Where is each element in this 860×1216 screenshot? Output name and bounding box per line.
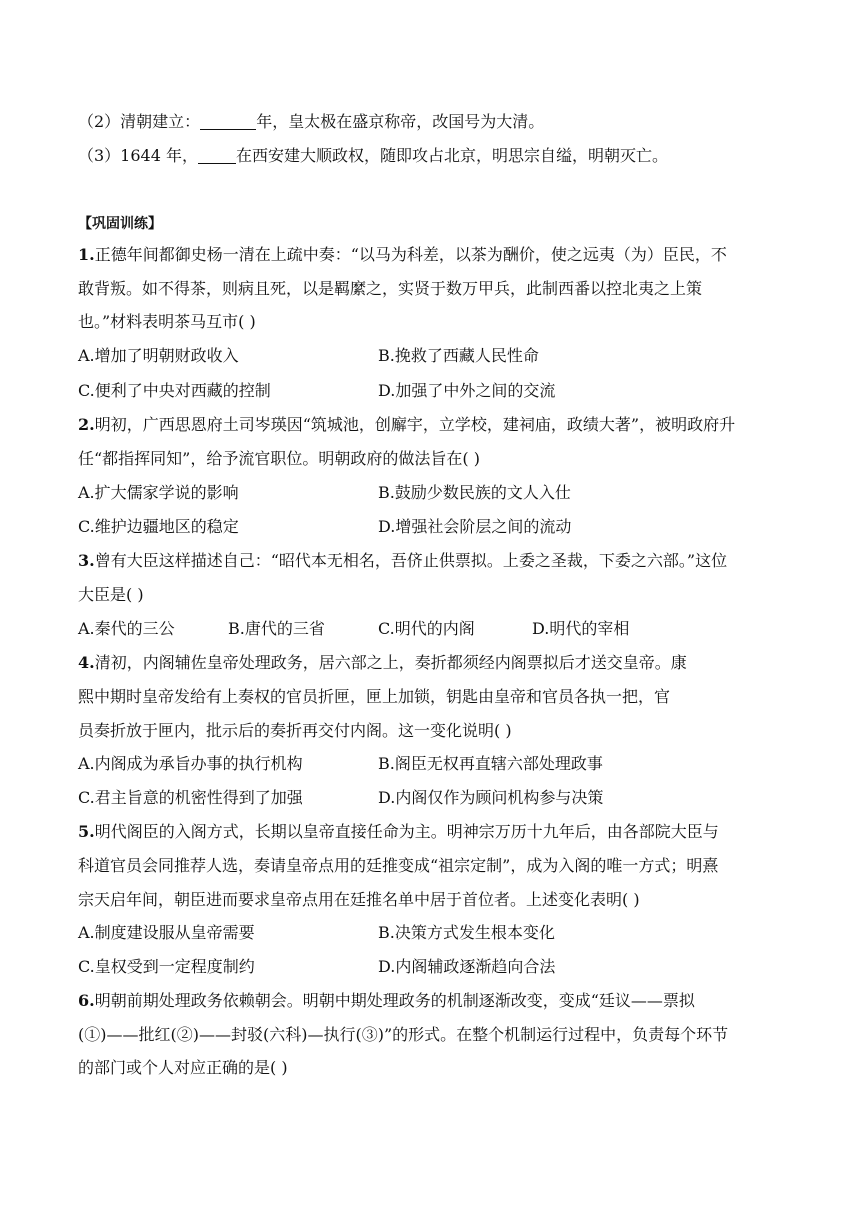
q1-option-c[interactable]: C.便利了中央对西藏的控制	[78, 381, 271, 400]
fill-item-text: 在西安建大顺政权，随即攻占北京，明思宗自缢，明朝灭亡。	[236, 146, 669, 165]
q3-option-a[interactable]: A.秦代的三公	[78, 619, 175, 638]
q2-option-c[interactable]: C.维护边疆地区的稳定	[78, 517, 239, 536]
question-4-line-3: 员奏折放于匣内，批示后的奏折再交付内阁。这一变化说明( )	[78, 721, 512, 740]
fill-item-text: （2）清朝建立：	[78, 112, 201, 131]
question-number: 3.	[78, 551, 95, 570]
fill-item-2	[78, 111, 544, 133]
fill-item-text: （3）1644 年，	[78, 146, 198, 165]
fill-item-text: 年，皇太极在盛京称帝，改国号为大清。	[256, 112, 545, 131]
question-text: 明初，广西思恩府土司岑瑛因“筑城池，创廨宇，立学校，建祠庙，政绩大著”，被明政府升	[94, 415, 736, 434]
q4-option-c[interactable]: C.君主旨意的机密性得到了加强	[78, 788, 303, 807]
question-number: 6.	[78, 991, 95, 1010]
q5-option-b[interactable]: B.决策方式发生根本变化	[378, 923, 555, 942]
section-title: 【巩固训练】	[78, 216, 162, 232]
question-1-line-3: 也。”材料表明茶马互市( )	[78, 312, 256, 331]
question-3-line-2: 大臣是( )	[78, 585, 144, 604]
answer-blank[interactable]	[200, 113, 256, 130]
question-3-line-1	[78, 550, 727, 572]
question-5-line-3: 宗天启年间，朝臣进而要求皇帝点用在廷推名单中居于首位者。上述变化表明( )	[78, 890, 640, 909]
question-4-line-2: 熙中期时皇帝发给有上奏权的官员折匣，匣上加锁，钥匙由皇帝和官员各执一把，官	[78, 687, 671, 706]
q5-option-a[interactable]: A.制度建设服从皇帝需要	[78, 923, 255, 942]
q1-option-b[interactable]: B.挽救了西藏人民性命	[378, 346, 539, 365]
question-5-line-2: 科道官员会同推荐人选，奏请皇帝点用的廷推变成“祖宗定制”，成为入阁的唯一方式；明熹	[78, 856, 719, 875]
q5-option-d[interactable]: D.内阁辅政逐渐趋向合法	[378, 957, 556, 976]
question-2-line-1	[78, 414, 735, 436]
question-6-line-1	[78, 990, 695, 1012]
question-number: 2.	[78, 415, 95, 434]
q5-option-c[interactable]: C.皇权受到一定程度制约	[78, 957, 255, 976]
question-number: 5.	[78, 822, 95, 841]
question-text: 明代阁臣的入阁方式，长期以皇帝直接任命为主。明神宗万历十九年后，由各部院大臣与	[94, 822, 719, 841]
q2-option-d[interactable]: D.增强社会阶层之间的流动	[378, 517, 572, 536]
answer-blank[interactable]	[198, 147, 236, 164]
question-number: 4.	[78, 653, 95, 672]
question-number: 1.	[78, 245, 95, 264]
question-4-line-1	[78, 652, 687, 674]
question-text: 曾有大臣这样描述自己：“昭代本无相名，吾侪止供票拟。上委之圣裁，下委之六部。”这位	[94, 551, 728, 570]
question-5-line-1	[78, 821, 719, 843]
q3-option-d[interactable]: D.明代的宰相	[532, 619, 630, 638]
question-2-line-2: 任“都指挥同知”，给予流官职位。明朝政府的做法旨在( )	[78, 449, 480, 468]
q4-option-a[interactable]: A.内阁成为承旨办事的执行机构	[78, 754, 303, 773]
question-1-line-2: 敢背叛。如不得茶，则病且死，以是羁縻之，实贤于数万甲兵，此制西番以控北夷之上策	[78, 279, 703, 298]
question-text: 清初，内阁辅佐皇帝处理政务，居六部之上，奏折都须经内阁票拟后才送交皇帝。康	[94, 653, 687, 672]
q2-option-a[interactable]: A.扩大儒家学说的影响	[78, 483, 239, 502]
question-6-line-3: 的部门或个人对应正确的是( )	[78, 1058, 288, 1077]
q3-option-b[interactable]: B.唐代的三省	[228, 619, 325, 638]
question-1-line-1	[78, 244, 727, 266]
q3-option-c[interactable]: C.明代的内阁	[378, 619, 475, 638]
q1-option-d[interactable]: D.加强了中外之间的交流	[378, 381, 556, 400]
question-text: 正德年间都御史杨一清在上疏中奏：“以马为科差，以茶为酬价，使之远夷（为）臣民，不	[94, 245, 727, 264]
question-text: 明朝前期处理政务依赖朝会。明朝中期处理政务的机制逐渐改变，变成“廷议——票拟	[94, 991, 695, 1010]
q4-option-b[interactable]: B.阁臣无权再直辖六部处理政事	[378, 754, 603, 773]
q2-option-b[interactable]: B.鼓励少数民族的文人入仕	[378, 483, 571, 502]
q4-option-d[interactable]: D.内阁仅作为顾问机构参与决策	[378, 788, 604, 807]
fill-item-3	[78, 145, 668, 167]
question-6-line-2: (①)——批红(②)——封驳(六科)—执行(③)”的形式。在整个机制运行过程中，负责每个环节	[78, 1025, 729, 1044]
q1-option-a[interactable]: A.增加了明朝财政收入	[78, 346, 239, 365]
